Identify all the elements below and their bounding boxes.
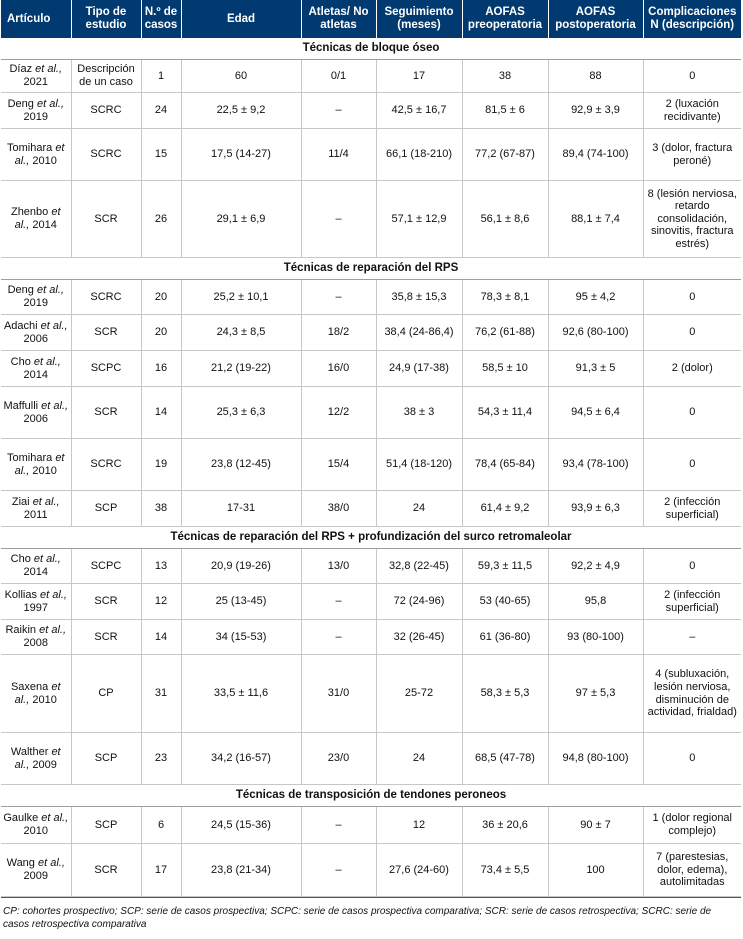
cell-articulo <box>1 549 71 584</box>
author-name: Ziai <box>11 495 30 508</box>
et-al: et al., <box>14 141 65 167</box>
cell-post: 93,4 (78-100) <box>548 439 643 491</box>
et-al: et al., <box>14 745 61 771</box>
cell-seg: 38 ± 3 <box>376 387 462 439</box>
pub-year: 2010 <box>32 154 57 167</box>
cell-edad: 24,5 (15-36) <box>181 807 301 844</box>
et-al: et al., <box>37 857 65 870</box>
table-row <box>1 491 741 527</box>
et-al: et al., <box>36 97 64 110</box>
cell-tipo: CP <box>71 655 141 733</box>
author-name: Walther <box>10 745 49 758</box>
et-al: et al., <box>41 812 69 825</box>
section-title: Técnicas de reparación del RPS + profundización del surco retromaleolar <box>1 527 741 549</box>
cell-edad: 17,5 (14-27) <box>181 129 301 181</box>
cell-post: 92,9 ± 3,9 <box>548 93 643 129</box>
cell-seg: 35,8 ± 15,3 <box>376 280 462 315</box>
section-row <box>1 785 741 807</box>
cell-atletas: 0/1 <box>301 60 376 93</box>
cell-edad: 29,1 ± 6,9 <box>181 181 301 258</box>
cell-edad: 20,9 (19-26) <box>181 549 301 584</box>
header-row <box>1 0 741 38</box>
cell-atletas: – <box>301 584 376 620</box>
cell-comp: 0 <box>643 387 741 439</box>
cell-atletas: 16/0 <box>301 351 376 387</box>
cell-comp: 2 (infección superficial) <box>643 584 741 620</box>
author-name: Gaulke <box>3 812 39 825</box>
author-name: Deng <box>7 97 34 110</box>
cell-tipo: SCR <box>71 181 141 258</box>
cell-articulo <box>1 733 71 785</box>
pub-year: 2014 <box>23 368 48 381</box>
cell-articulo <box>1 60 71 93</box>
pub-year: 2014 <box>32 219 57 231</box>
pub-year: 2008 <box>23 637 48 649</box>
cell-articulo <box>1 439 71 491</box>
author-name: Tomihara <box>7 451 53 464</box>
cell-n: 19 <box>141 439 181 491</box>
cell-tipo: SCR <box>71 315 141 351</box>
cell-seg: 17 <box>376 60 462 93</box>
cell-seg: 72 (24-96) <box>376 584 462 620</box>
cell-atletas: – <box>301 620 376 655</box>
cell-tipo: SCR <box>71 387 141 439</box>
cell-articulo <box>1 491 71 527</box>
et-al: et al., <box>14 451 65 477</box>
cell-seg: 38,4 (24-86,4) <box>376 315 462 351</box>
cell-comp: 8 (lesión nerviosa, retardo consolidación, sinovitis, fractura estrés) <box>643 181 741 258</box>
table-row <box>1 181 741 258</box>
cell-n: 17 <box>141 844 181 897</box>
cell-edad: 25 (13-45) <box>181 584 301 620</box>
table-row <box>1 93 741 129</box>
cell-articulo <box>1 584 71 620</box>
cell-atletas: – <box>301 93 376 129</box>
table-row <box>1 439 741 491</box>
table-row <box>1 620 741 655</box>
cell-atletas: 18/2 <box>301 315 376 351</box>
pub-year: 1997 <box>23 601 48 614</box>
cell-atletas: – <box>301 280 376 315</box>
cell-articulo <box>1 181 71 258</box>
et-al: et al., <box>40 588 67 601</box>
cell-comp: – <box>643 620 741 655</box>
author-name: Cho <box>10 553 31 566</box>
cell-n: 38 <box>141 491 181 527</box>
table-row <box>1 584 741 620</box>
cell-n: 14 <box>141 620 181 655</box>
cell-n: 16 <box>141 351 181 387</box>
cell-articulo <box>1 807 71 844</box>
et-al: et al., <box>14 206 61 231</box>
cell-articulo <box>1 315 71 351</box>
cell-pre: 38 <box>462 60 548 93</box>
cell-articulo <box>1 280 71 315</box>
cell-pre: 73,4 ± 5,5 <box>462 844 548 897</box>
cell-tipo: SCP <box>71 491 141 527</box>
cell-edad: 24,3 ± 8,5 <box>181 315 301 351</box>
table-row <box>1 280 741 315</box>
cell-atletas: 31/0 <box>301 655 376 733</box>
cell-post: 93,9 ± 6,3 <box>548 491 643 527</box>
cell-edad: 34,2 (16-57) <box>181 733 301 785</box>
table-row <box>1 129 741 181</box>
cell-post: 100 <box>548 844 643 897</box>
footnote: CP: cohortes prospectivo; SCP: serie de casos prospectiva; SCPC: serie de casos prospectiva comparativa; SCR: serie de casos retrospectiva; SCRC: serie de casos retrospectiva comparativa <box>3 906 712 930</box>
cell-articulo <box>1 93 71 129</box>
cell-seg: 12 <box>376 807 462 844</box>
cell-seg: 51,4 (18-120) <box>376 439 462 491</box>
cell-n: 14 <box>141 387 181 439</box>
cell-n: 20 <box>141 280 181 315</box>
cell-tipo: SCRC <box>71 439 141 491</box>
pub-year: 2009 <box>32 758 57 771</box>
cell-post: 91,3 ± 5 <box>548 351 643 387</box>
author-name: Saxena <box>10 680 49 693</box>
pub-year: 2006 <box>23 412 48 425</box>
cell-comp: 2 (dolor) <box>643 351 741 387</box>
cell-seg: 57,1 ± 12,9 <box>376 181 462 258</box>
cell-pre: 68,5 (47-78) <box>462 733 548 785</box>
pub-year: 2014 <box>23 566 48 578</box>
cell-pre: 61,4 ± 9,2 <box>462 491 548 527</box>
pub-year: 2010 <box>32 693 57 706</box>
et-al: et al., <box>33 355 61 368</box>
cell-seg: 42,5 ± 16,7 <box>376 93 462 129</box>
cell-n: 6 <box>141 807 181 844</box>
table-row <box>1 387 741 439</box>
author-name: Adachi <box>3 319 38 332</box>
cell-pre: 58,3 ± 5,3 <box>462 655 548 733</box>
cell-comp: 0 <box>643 733 741 785</box>
author-name: Deng <box>7 284 34 297</box>
cell-comp: 0 <box>643 280 741 315</box>
table-body <box>1 38 741 897</box>
cell-pre: 61 (36-80) <box>462 620 548 655</box>
results-table <box>1 0 741 897</box>
cell-comp: 0 <box>643 439 741 491</box>
cell-tipo: SCPC <box>71 549 141 584</box>
et-al: et al., <box>14 680 61 706</box>
cell-pre: 58,5 ± 10 <box>462 351 548 387</box>
et-al: et al., <box>33 553 61 566</box>
cell-comp: 2 (infección superficial) <box>643 491 741 527</box>
section-row <box>1 38 741 60</box>
cell-post: 88,1 ± 7,4 <box>548 181 643 258</box>
cell-atletas: 23/0 <box>301 733 376 785</box>
pub-year: 2010 <box>32 464 57 477</box>
cell-articulo <box>1 620 71 655</box>
table-row <box>1 655 741 733</box>
cell-comp: 0 <box>643 315 741 351</box>
cell-tipo: Descripción de un caso <box>71 60 141 93</box>
cell-edad: 25,2 ± 10,1 <box>181 280 301 315</box>
header-col-aofas-pre: AOFAS preoperatoria <box>462 0 548 38</box>
table-row <box>1 549 741 584</box>
table-row <box>1 733 741 785</box>
cell-post: 90 ± 7 <box>548 807 643 844</box>
cell-seg: 24 <box>376 733 462 785</box>
cell-pre: 56,1 ± 8,6 <box>462 181 548 258</box>
table-row <box>1 60 741 93</box>
cell-tipo: SCR <box>71 844 141 897</box>
author-name: Kollias <box>4 588 37 601</box>
section-row <box>1 527 741 549</box>
author-name: Díaz <box>9 63 33 76</box>
cell-articulo <box>1 387 71 439</box>
cell-tipo: SCR <box>71 620 141 655</box>
cell-edad: 22,5 ± 9,2 <box>181 93 301 129</box>
cell-post: 95 ± 4,2 <box>548 280 643 315</box>
pub-year: 2009 <box>23 870 48 882</box>
header-col-articulo: Artículo <box>1 0 71 38</box>
cell-pre: 78,4 (65-84) <box>462 439 548 491</box>
cell-post: 92,2 ± 4,9 <box>548 549 643 584</box>
cell-pre: 78,3 ± 8,1 <box>462 280 548 315</box>
table-row <box>1 351 741 387</box>
cell-articulo <box>1 129 71 181</box>
cell-pre: 53 (40-65) <box>462 584 548 620</box>
cell-seg: 32,8 (22-45) <box>376 549 462 584</box>
cell-pre: 54,3 ± 11,4 <box>462 387 548 439</box>
cell-edad: 60 <box>181 60 301 93</box>
et-al: et al., <box>32 495 60 508</box>
header-col-edad: Edad <box>181 0 301 38</box>
pub-year: 2019 <box>23 297 48 309</box>
cell-n: 31 <box>141 655 181 733</box>
pub-year: 2006 <box>23 332 48 345</box>
pub-year: 2019 <box>23 110 48 123</box>
cell-comp: 7 (parestesias, dolor, edema), autolimitadas <box>643 844 741 897</box>
cell-seg: 24,9 (17-38) <box>376 351 462 387</box>
cell-atletas: – <box>301 181 376 258</box>
cell-comp: 3 (dolor, fractura peroné) <box>643 129 741 181</box>
header-col-casos: N.º de casos <box>141 0 181 38</box>
cell-edad: 25,3 ± 6,3 <box>181 387 301 439</box>
author-name: Tomihara <box>7 141 53 154</box>
cell-pre: 59,3 ± 11,5 <box>462 549 548 584</box>
cell-tipo: SCRC <box>71 280 141 315</box>
cell-tipo: SCP <box>71 807 141 844</box>
cell-edad: 33,5 ± 11,6 <box>181 655 301 733</box>
et-al: et al., <box>40 319 68 332</box>
cell-atletas: 15/4 <box>301 439 376 491</box>
cell-post: 92,6 (80-100) <box>548 315 643 351</box>
et-al: et al., <box>36 284 64 297</box>
cell-n: 13 <box>141 549 181 584</box>
cell-pre: 77,2 (67-87) <box>462 129 548 181</box>
header-col-tipo: Tipo de estudio <box>71 0 141 38</box>
cell-post: 97 ± 5,3 <box>548 655 643 733</box>
table-row <box>1 807 741 844</box>
cell-atletas: 11/4 <box>301 129 376 181</box>
cell-seg: 32 (26-45) <box>376 620 462 655</box>
cell-comp: 1 (dolor regional complejo) <box>643 807 741 844</box>
cell-n: 24 <box>141 93 181 129</box>
section-row <box>1 258 741 280</box>
cell-comp: 2 (luxación recidivante) <box>643 93 741 129</box>
cell-post: 94,8 (80-100) <box>548 733 643 785</box>
et-al: et al., <box>41 399 69 412</box>
cell-pre: 76,2 (61-88) <box>462 315 548 351</box>
header-col-seguimiento: Seguimiento (meses) <box>376 0 462 38</box>
pub-year: 2021 <box>23 76 48 88</box>
pub-year: 2011 <box>23 508 48 521</box>
cell-n: 20 <box>141 315 181 351</box>
cell-tipo: SCR <box>71 584 141 620</box>
section-title: Técnicas de transposición de tendones peroneos <box>1 785 741 807</box>
et-al: et al., <box>35 63 63 76</box>
cell-n: 12 <box>141 584 181 620</box>
cell-seg: 66,1 (18-210) <box>376 129 462 181</box>
cell-edad: 17-31 <box>181 491 301 527</box>
cell-articulo <box>1 351 71 387</box>
cell-post: 88 <box>548 60 643 93</box>
author-name: Cho <box>10 355 31 368</box>
cell-pre: 36 ± 20,6 <box>462 807 548 844</box>
cell-post: 93 (80-100) <box>548 620 643 655</box>
cell-atletas: 12/2 <box>301 387 376 439</box>
author-name: Wang <box>6 857 35 870</box>
cell-comp: 4 (subluxación, lesión nerviosa, disminución de actividad, frialdad) <box>643 655 741 733</box>
cell-tipo: SCRC <box>71 129 141 181</box>
cell-seg: 27,6 (24-60) <box>376 844 462 897</box>
cell-atletas: – <box>301 844 376 897</box>
header-col-aofas-post: AOFAS postoperatoria <box>548 0 643 38</box>
author-name: Zhenbo <box>10 206 49 219</box>
et-al: et al., <box>39 624 67 637</box>
cell-post: 95,8 <box>548 584 643 620</box>
header-col-complicaciones: Complicaciones N (descripción) <box>643 0 741 38</box>
author-name: Raikin <box>5 624 37 637</box>
cell-comp: 0 <box>643 549 741 584</box>
cell-seg: 24 <box>376 491 462 527</box>
cell-n: 1 <box>141 60 181 93</box>
cell-edad: 23,8 (21-34) <box>181 844 301 897</box>
cell-atletas: 38/0 <box>301 491 376 527</box>
cell-edad: 23,8 (12-45) <box>181 439 301 491</box>
cell-edad: 34 (15-53) <box>181 620 301 655</box>
table-row <box>1 844 741 897</box>
pub-year: 2010 <box>23 825 48 837</box>
author-name: Maffulli <box>3 399 39 412</box>
table-container <box>1 0 741 931</box>
cell-n: 26 <box>141 181 181 258</box>
header-col-atletas: Atletas/ No atletas <box>301 0 376 38</box>
cell-seg: 25-72 <box>376 655 462 733</box>
cell-articulo <box>1 844 71 897</box>
cell-n: 23 <box>141 733 181 785</box>
cell-pre: 81,5 ± 6 <box>462 93 548 129</box>
section-title: Técnicas de bloque óseo <box>1 38 741 60</box>
cell-post: 94,5 ± 6,4 <box>548 387 643 439</box>
table-row <box>1 315 741 351</box>
section-title: Técnicas de reparación del RPS <box>1 258 741 280</box>
cell-edad: 21,2 (19-22) <box>181 351 301 387</box>
cell-comp: 0 <box>643 60 741 93</box>
cell-atletas: – <box>301 807 376 844</box>
cell-atletas: 13/0 <box>301 549 376 584</box>
cell-tipo: SCP <box>71 733 141 785</box>
cell-post: 89,4 (74-100) <box>548 129 643 181</box>
cell-tipo: SCPC <box>71 351 141 387</box>
cell-n: 15 <box>141 129 181 181</box>
cell-tipo: SCRC <box>71 93 141 129</box>
cell-articulo <box>1 655 71 733</box>
